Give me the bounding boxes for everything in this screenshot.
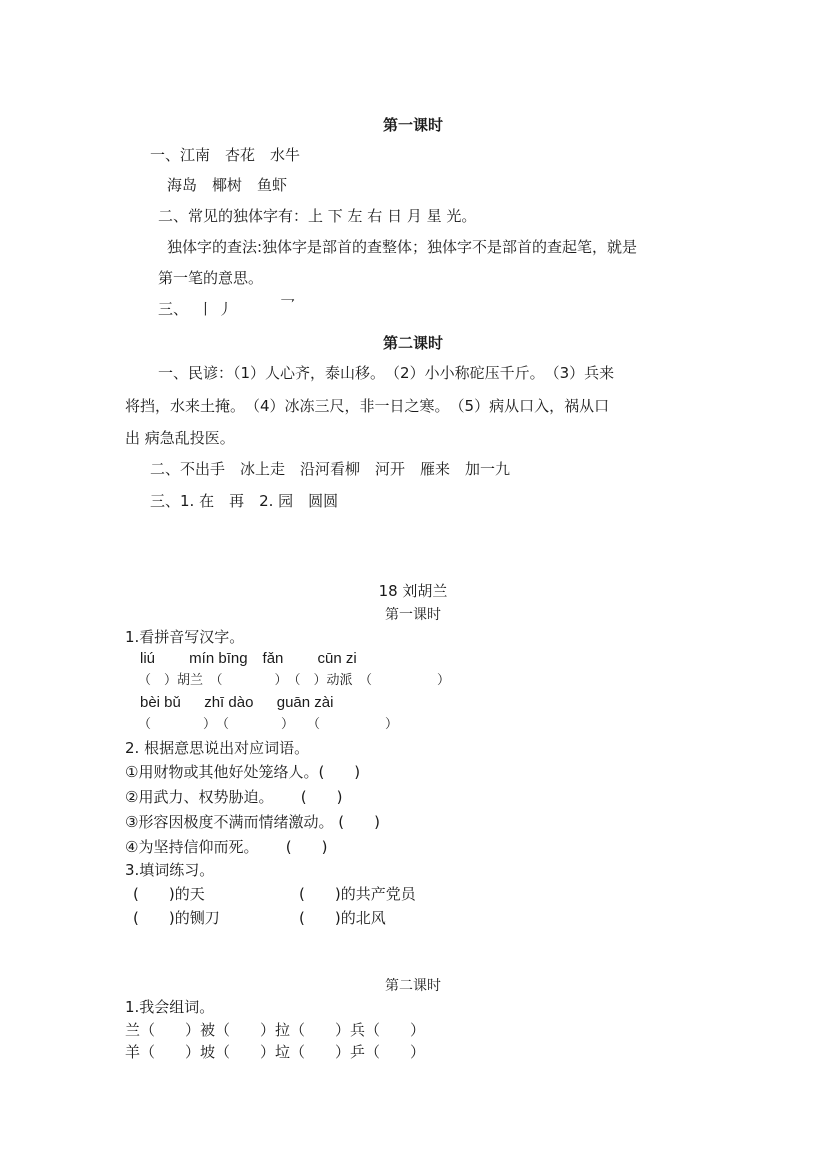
section3-label: 三、 (158, 300, 189, 318)
pinyin-row1: liú mín bīng fǎn cūn zi (140, 650, 357, 667)
question1-title: 1.看拼音写汉字。 (125, 628, 245, 646)
section1-line1: 一、江南 杏花 水牛 (150, 146, 301, 164)
fill-item2b: ( )的北风 (299, 909, 386, 927)
question4-title: 1.我会组词。 (125, 998, 215, 1016)
word-group-row1: 兰（ ）被（ ）拉（ ）兵（ ） (125, 1021, 426, 1039)
section2-line2: 独体字的查法:独体字是部首的查整体；独体字不是部首的查起笔，就是 (167, 238, 638, 256)
question2-item1: ①用财物或其他好处笼络人。( ) (125, 763, 361, 781)
lesson1-title: 第一课时 (382, 116, 443, 134)
lesson18-heading: 18 刘胡兰 (378, 582, 448, 600)
section2-line1: 二、常见的独体字有：上 下 左 右 日 月 星 光。 (158, 207, 477, 225)
fill-item2a: ( )的铡刀 (133, 909, 220, 927)
section1-line2: 海岛 椰树 鱼虾 (167, 176, 288, 194)
word-line: 三、1. 在 再 2. 园 圆圆 (150, 492, 339, 510)
question2-title: 2. 根据意思说出对应词语。 (125, 739, 310, 757)
blank-row1: （ ）胡兰 （ ） （ ）动派 （ ） (138, 673, 451, 688)
fill-item1b: ( )的共产党员 (299, 885, 416, 903)
blank-row2: （ ） （ ） （ ） (138, 717, 399, 732)
question2-item3: ③形容因极度不满而情绪激动。 ( ) (125, 813, 380, 831)
riddle-line: 二、不出手 冰上走 沿河看柳 河开 雁来 加一九 (150, 460, 511, 478)
lesson2-title: 第二课时 (382, 334, 443, 352)
fill-item1a: ( )的天 (133, 885, 205, 903)
stroke-hook-symbol: 乛 (280, 297, 296, 315)
question2-item2: ②用武力、权势胁迫。 ( ) (125, 788, 343, 806)
proverb-line2: 将挡，水来土掩。 （4）冰冻三尺，非一日之寒。 （5）病从口入，祸从口 (125, 397, 610, 415)
word-group-row2: 羊（ ）坡（ ）垃（ ）乒（ ） (125, 1043, 426, 1061)
section2-line3: 第一笔的意思。 (158, 269, 264, 287)
proverb-line1: 一、民谚：（1）人心齐，泰山移。 （2）小小称砣压千斤。 （3）兵来 (158, 364, 615, 382)
proverb-line3: 出 病急乱投医。 (125, 429, 235, 447)
question2-item4: ④为坚持信仰而死。 ( ) (125, 838, 328, 856)
lesson18-subtitle1: 第一课时 (385, 607, 441, 623)
question3-title: 3.填词练习。 (125, 861, 215, 879)
lesson18-subtitle2: 第二课时 (385, 978, 441, 994)
pinyin-row2: bèi bǔ zhī dào guān zài (140, 694, 334, 711)
stroke-symbols: 丨 丿 (198, 300, 233, 318)
